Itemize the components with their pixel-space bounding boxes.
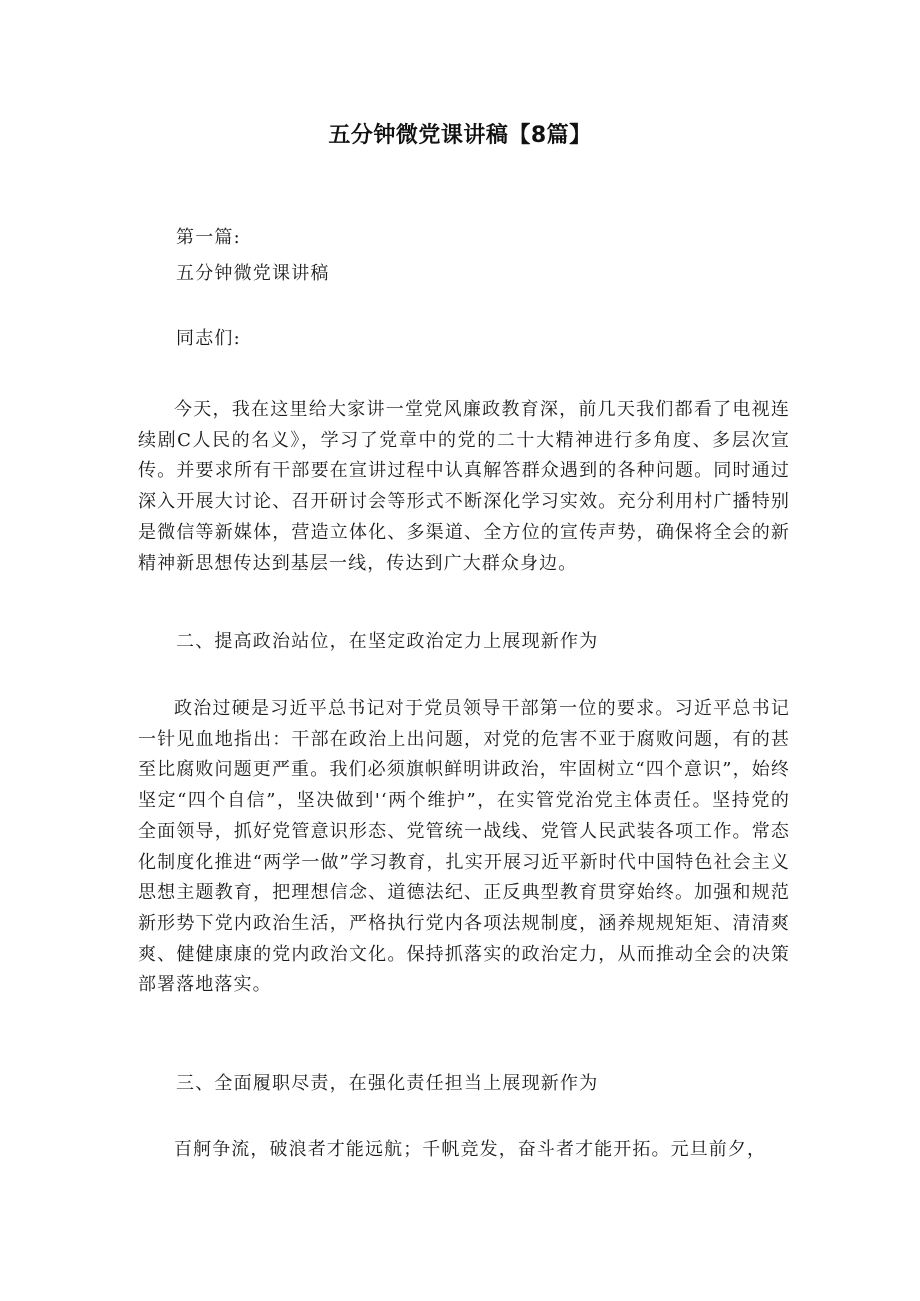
paragraph-1: 今天，我在这里给大家讲一堂党风廉政教育深，前几天我们都看了电视连续剧C人民的名义》，学习了党章中的党的二十大精神进行多角度、多层次宣传。并要求所有干部要在宣讲过程中认真解答群众遇到的各种问题。同时通过深入开展大讨论、召开研讨会等形式不断深化学习实效。充分利用村广播特别是微信等新媒体，营造立体化、多渠道、全方位的宣传声势，确保将全会的新精神新思想传达到基层一线，传达到广大群众身边。: [138, 399, 790, 574]
part-label: 第一篇:: [176, 227, 241, 248]
document-title: 五分钟微党课讲稿【8篇】: [328, 123, 592, 148]
salutation: 同志们:: [176, 328, 241, 349]
paragraph-2: 政治过硬是习近平总书记对于党员领导干部第一位的要求。习近平总书记一针见血地指出：干部在政治上出问题，对党的危害不亚于腐败问题，有的甚至比腐败问题更严重。我们必须旗帜鲜明讲政治，牢固树立“四个意识”，始终坚定“四个自信”，坚决做到'‘两个维护”，在实管党治党主体责任。坚持党的全面领导，抓好党管意识形态、党管统一战线、党管人民武装各项工作。常态化制度化推进“两学一做”学习教育，扎实开展习近平新时代中国特色社会主义思想主题教育，把理想信念、道德法纪、正反典型教育贯穿始终。加强和规范新形势下党内政治生活，严格执行党内各项法规制度，涵养规规矩矩、清清爽爽、健健康康的党内政治文化。保持抓落实的政治定力，从而推动全会的决策部署落地落实。: [138, 698, 790, 996]
part-title: 五分钟微党课讲稿: [176, 263, 330, 284]
section-heading-3: 三、全面履职尽责，在强化责任担当上展现新作为: [176, 1073, 599, 1094]
section-heading-2: 二、提高政治站位，在坚定政治定力上展现新作为: [176, 631, 599, 652]
paragraph-3: 百舸争流，破浪者才能远航；千帆竞发，奋斗者才能开拓。元旦前夕，: [174, 1139, 767, 1160]
